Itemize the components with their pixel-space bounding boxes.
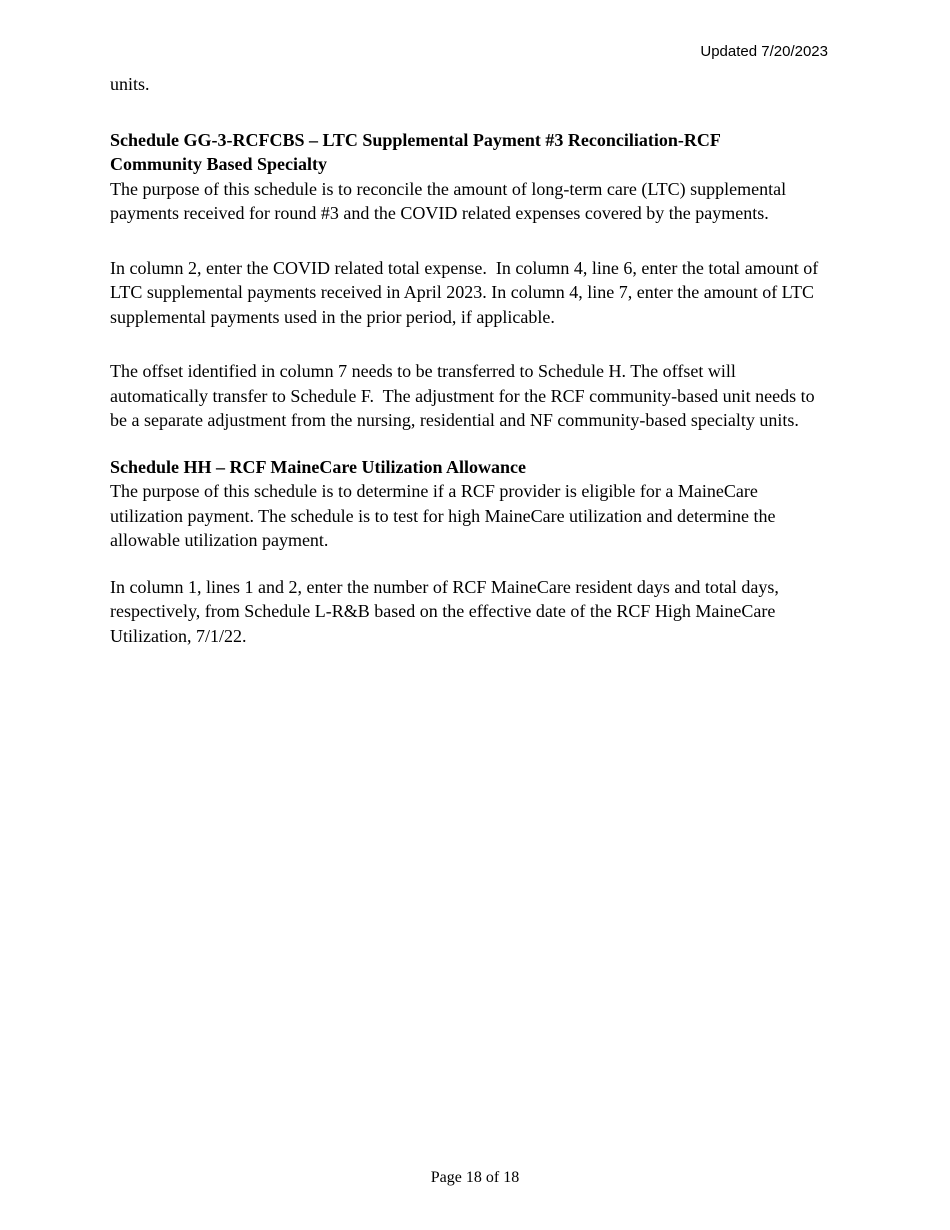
updated-date: Updated 7/20/2023 [700,43,828,60]
section-gg-heading-line2: Community Based Specialty [110,154,328,174]
section-gg-heading-line1: Schedule GG-3-RCFCBS – LTC Supplemental Payment #3 Reconciliation-RCF [110,129,721,150]
page-number: Page 18 of 18 [430,1169,520,1186]
section-gg-paragraph-1: The purpose of this schedule is to reconcile the amount of long-term care (LTC) supplemental payments received for round #3 and the COVID related expenses covered by the payments. [110,178,787,223]
section-gg-paragraph-3: The offset identified in column 7 needs to be transferred to Schedule H. The offset will automatically transfer to Schedule F. The adjustment for the RCF community-based unit needs to be a separate adjustment from the nursing, residential and NF community-based specialty units. [110,361,815,430]
continuation-text: units. [110,74,150,94]
section-hh-heading: Schedule HH – RCF MaineCare Utilization Allowance [110,456,526,477]
section-hh-paragraph-1: The purpose of this schedule is to determine if a RCF provider is eligible for a MaineCare utilization payment. The schedule is to test for high MaineCare utilization and determine the allowable utilization payment. [110,481,776,550]
section-gg-paragraph-2: In column 2, enter the COVID related total expense. In column 4, line 6, enter the total amount of LTC supplemental payments received in April 2023. In column 4, line 7, enter the amount of LTC supplemental payments used in the prior period, if applicable. [110,257,819,327]
document-body [110,72,830,648]
section-hh-paragraph-2: In column 1, lines 1 and 2, enter the number of RCF MaineCare resident days and total days, respectively, from Schedule L-R&B based on the effective date of the RCF High MaineCare Utilization, 7/1/22. [110,576,779,646]
